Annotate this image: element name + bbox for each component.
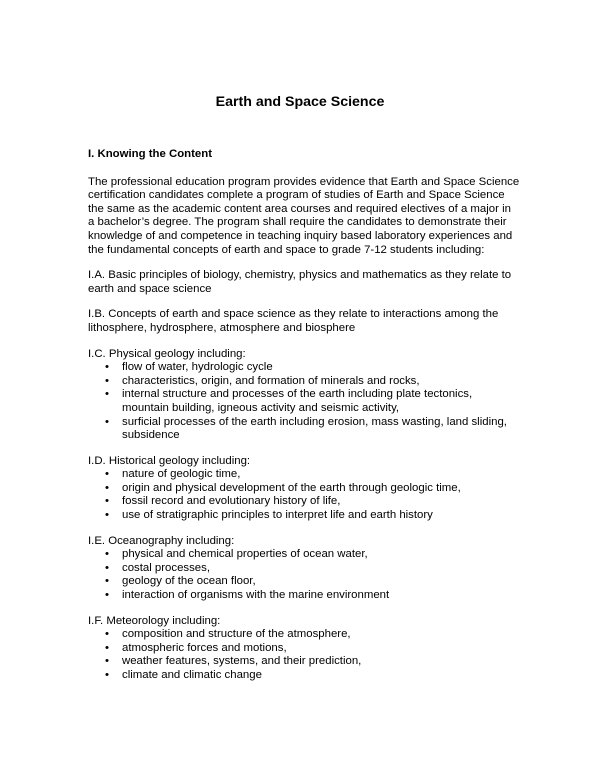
bullet-icon: •	[105, 589, 109, 602]
intro-paragraph: The professional education program provides evidence that Earth and Space Science certification candidates complete a program of studies of Earth and Space Science the same as the academic content area courses and required electives of a major in a bachelor’s degree. The program shall require the candidates to demonstrate their knowledge of and competence in teaching inquiry based laboratory experiences and the fundamental concepts of earth and space to grade 7-12 students including:	[88, 175, 520, 256]
bullet-icon: •	[105, 561, 109, 574]
bullet-icon: •	[105, 575, 109, 588]
list-item: • flow of water, hydrologic cycle	[105, 361, 273, 374]
bullet-icon: •	[105, 468, 109, 481]
list-item: • interaction of organisms with the marine environment	[105, 589, 390, 602]
list-item: • nature of geologic time,	[105, 468, 241, 481]
list-item: • characteristics, origin, and formation of minerals and rocks,	[105, 374, 420, 387]
section-if-list	[88, 628, 520, 682]
bullet-icon: •	[105, 481, 109, 494]
list-item: • geology of the ocean floor,	[105, 575, 256, 588]
paragraph-ib: I.B. Concepts of earth and space science as they relate to interactions among the lithosphere, hydrosphere, atmosphere and biosphere	[88, 308, 499, 334]
section-ie-list	[88, 548, 520, 602]
section-ic-list	[88, 361, 520, 443]
list-item: • composition and structure of the atmosphere,	[105, 628, 351, 641]
list-item: • internal structure and processes of the earth including plate tectonics, mountain building, igneous activity and seismic activity,	[105, 388, 473, 414]
bullet-icon: •	[105, 361, 109, 374]
bullet-icon: •	[105, 628, 109, 641]
section-id-list	[88, 468, 520, 522]
list-item: • surficial processes of the earth including erosion, mass wasting, land sliding, subsidence	[105, 415, 507, 442]
paragraph-ia: I.A. Basic principles of biology, chemistry, physics and mathematics as they relate to earth and space science	[88, 269, 512, 295]
section-ie-title: I.E. Oceanography including:	[88, 534, 235, 547]
list-item: • physical and chemical properties of ocean water,	[105, 548, 368, 561]
list-item: • weather features, systems, and their prediction,	[105, 655, 362, 668]
bullet-icon: •	[105, 548, 109, 561]
bullet-icon: •	[105, 495, 109, 508]
bullet-icon: •	[105, 509, 109, 522]
page-title: Earth and Space Science	[215, 94, 385, 110]
bullet-icon: •	[105, 415, 109, 428]
bullet-icon: •	[105, 641, 109, 654]
list-item: • atmospheric forces and motions,	[105, 641, 287, 654]
bullet-icon: •	[105, 655, 109, 668]
bullet-icon: •	[105, 388, 109, 401]
list-item: • origin and physical development of the earth through geologic time,	[105, 481, 461, 494]
section-ic-title: I.C. Physical geology including:	[88, 347, 246, 360]
list-item: • climate and climatic change	[105, 669, 262, 681]
section-id-title: I.D. Historical geology including:	[88, 454, 251, 467]
bullet-icon: •	[105, 669, 109, 681]
list-item: • costal processes,	[105, 561, 210, 574]
bullet-icon: •	[105, 374, 109, 387]
section-heading: I. Knowing the Content	[88, 148, 213, 160]
list-item: • fossil record and evolutionary history of life,	[105, 495, 341, 508]
list-item: • use of stratigraphic principles to interpret life and earth history	[105, 509, 433, 522]
document-body	[88, 148, 520, 683]
section-if-title: I.F. Meteorology including:	[88, 614, 221, 627]
